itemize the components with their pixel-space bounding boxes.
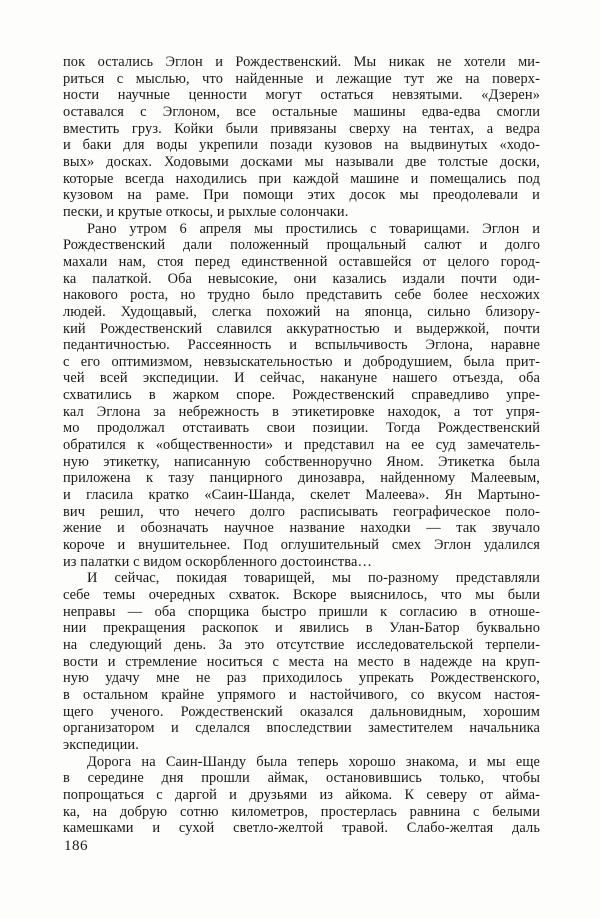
text-line: из палатки с видом оскорбленного достоинства… bbox=[63, 553, 372, 570]
text-line: риться с мыслью, что найденные и лежащие тут же на поверх- bbox=[63, 70, 540, 87]
text-line: вых» досках. Ходовыми досками мы называли две толстые доски, bbox=[63, 153, 540, 170]
text-line: схватились в жарком споре. Рождественский справедливо упре- bbox=[63, 387, 540, 404]
text-line: кал Эглона за небрежность в этикетировке находок, а тот упря- bbox=[63, 403, 540, 420]
text-line: чей всей экспедиции. И сейчас, накануне нашего отъезда, оба bbox=[63, 370, 540, 387]
text-line: оставался с Эглоном, все остальные машины едва-едва смогли bbox=[63, 103, 540, 120]
text-line: себе темы очередных схваток. Вскоре выяснилось, что мы были bbox=[63, 587, 540, 603]
text-line: пески, и крутые откосы, и рыхлые солончаки. bbox=[63, 203, 349, 220]
text-line: и гласила кратко «Саин-Шанда, скелет Малеева». Ян Мартыно- bbox=[63, 487, 540, 504]
text-line: кузовом на раме. При помощи этих досок мы преодолевали и bbox=[63, 187, 540, 204]
text-line: с его оптимизмом, невзыскательностью и добродушием, была прит- bbox=[63, 353, 540, 370]
text-line: И сейчас, покидая товарищей, мы по-разному представляли bbox=[87, 570, 540, 587]
text-line: ка палаткой. Оба невысокие, они казались издали почти оди- bbox=[63, 270, 540, 287]
text-line: приложена к тазу панцирного динозавра, найденному Малеевым, bbox=[63, 470, 540, 487]
text-line: педантичностью. Рассеянность и вспыльчивость Эглона, наравне bbox=[63, 337, 540, 354]
text-line: камешками и сухой светло-желтой травой. Слабо-желтая даль bbox=[63, 820, 540, 837]
text-line: короче и внушительнее. Под оглушительный смех Эглон удалился bbox=[63, 537, 540, 554]
text-line: вич решил, что нечего долго расписывать географическое поло- bbox=[63, 503, 540, 520]
page-number: 186 bbox=[64, 838, 88, 854]
text-line: кий Рождественский славился аккуратностью и выдержкой, почти bbox=[63, 320, 540, 337]
text-line: щего ученого. Рождественский оказался дальновидным, хорошим bbox=[63, 703, 540, 720]
text-line: попрощаться с даргой и друзьями из айкома. К северу от айма- bbox=[63, 786, 540, 803]
text-line: на следующий день. За это отсутствие исследовательской терпели- bbox=[63, 636, 540, 653]
text-line: ную удачу мне не раз приходилось упрекать Рождественского, bbox=[63, 670, 540, 687]
body-text bbox=[63, 54, 540, 837]
text-line: экспедиции. bbox=[63, 736, 139, 753]
text-line: ности научные ценности могут остаться невзятыми. «Дзерен» bbox=[63, 87, 540, 104]
text-line: ную этикетку, написанную собственноручно Яном. Этикетка была bbox=[63, 453, 540, 470]
text-line: ка, на добрую сотню километров, простерлась равнина с белыми bbox=[63, 803, 540, 820]
text-line: которые всегда находились при каждой машине и помещались под bbox=[63, 170, 540, 187]
text-line: людей. Худощавый, слегка похожий на японца, сильно близору- bbox=[63, 303, 540, 320]
text-line: и баки для воды укрепили позади кузовов на выдвинутых «ходо- bbox=[63, 137, 540, 154]
text-line: накового роста, но трудно было представить себе более несхожих bbox=[63, 287, 540, 304]
text-line: неправы — оба спорщика быстро пришли к согласию в отноше- bbox=[63, 603, 540, 620]
text-line: Дорога на Саин-Шанду была теперь хорошо знакома, и мы еще bbox=[87, 753, 540, 770]
text-line: махали нам, стоя перед единственной оставшейся от целого город- bbox=[63, 253, 540, 270]
text-line: вости и стремление носиться с места на место в надежде на круп- bbox=[63, 653, 540, 670]
text-line: пок остались Эглон и Рождественский. Мы никак не хотели ми- bbox=[63, 54, 540, 70]
text-line: Рождественский дали положенный прощальный салют и долго bbox=[63, 237, 540, 254]
text-line: организатором и сделался впоследствии заместителем начальника bbox=[63, 720, 540, 737]
text-line: жение и обозначать научное название находки — так звучало bbox=[63, 520, 540, 537]
text-line: в остальном крайне упрямого и настойчивого, со вкусом настоя- bbox=[63, 686, 540, 703]
text-line: обратился к «общественности» и представил на ее суд замечатель- bbox=[63, 437, 540, 454]
text-line: в середине дня прошли аймак, остановившись только, чтобы bbox=[63, 770, 540, 787]
text-line: мо продолжал отстаивать свои позиции. Тогда Рождественский bbox=[63, 420, 540, 437]
text-line: Рано утром 6 апреля мы простились с товарищами. Эглон и bbox=[87, 220, 540, 237]
text-line: нии прекращения раскопок и явились в Улан-Батор буквально bbox=[63, 620, 540, 637]
text-line: вместить груз. Койки были привязаны сверху на тентах, а ведра bbox=[63, 120, 540, 137]
